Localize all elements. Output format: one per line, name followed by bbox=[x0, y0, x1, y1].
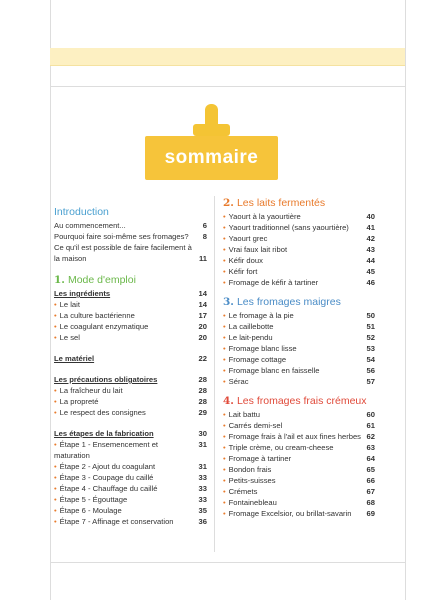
toc-entry[interactable]: Ce qu'il est possible de faire facilement à la maison 11 bbox=[54, 243, 207, 263]
toc-entry[interactable]: • La culture bactérienne 17 bbox=[54, 310, 207, 321]
toc-entry[interactable]: • Le sel 20 bbox=[54, 332, 207, 343]
toc-entry[interactable]: • Le coagulant enzymatique 20 bbox=[54, 321, 207, 332]
toc-entry[interactable]: • Lait battu 60 bbox=[223, 409, 375, 420]
toc-entry[interactable]: • Étape 4 - Chauffage du caillé 33 bbox=[54, 483, 207, 494]
intro-heading: Introduction bbox=[54, 206, 109, 218]
clip-base-icon bbox=[193, 124, 230, 136]
toc-entry[interactable]: • Fromage Excelsior, ou brillat-savarin 69 bbox=[223, 508, 375, 519]
toc-entry[interactable]: • Carrés demi-sel 61 bbox=[223, 420, 375, 431]
toc-entry[interactable]: • Fromage cottage 54 bbox=[223, 354, 375, 365]
section-2-heading: 2. Les laits fermentés bbox=[223, 197, 326, 209]
toc-entry[interactable]: • Étape 5 - Égouttage 33 bbox=[54, 494, 207, 505]
toc-entry[interactable]: • Étape 1 - Ensemencement et maturation 31 bbox=[54, 439, 207, 461]
toc-entry[interactable]: • Fromage de kéfir à tartiner 46 bbox=[223, 277, 375, 288]
toc-entry[interactable]: • Triple crème, ou cream-cheese 63 bbox=[223, 442, 375, 453]
toc-entry[interactable]: • Petits-suisses 66 bbox=[223, 475, 375, 486]
toc-subsection[interactable]: Le matériel 22 bbox=[54, 354, 207, 363]
toc-right-column bbox=[223, 197, 375, 519]
toc-entry[interactable]: • Étape 7 - Affinage et conservation 36 bbox=[54, 516, 207, 527]
header-band-edge bbox=[50, 65, 405, 66]
toc-entry[interactable]: • Kéfir doux 44 bbox=[223, 255, 375, 266]
page-title: sommaire bbox=[164, 147, 259, 168]
toc-entry[interactable]: • Vrai faux lait ribot 43 bbox=[223, 244, 375, 255]
top-divider bbox=[50, 86, 405, 87]
toc-entry[interactable]: • Fromage à tartiner 64 bbox=[223, 453, 375, 464]
section-1-heading: 1. Mode d'emploi bbox=[54, 274, 136, 286]
toc-entry[interactable]: • Fontainebleau 68 bbox=[223, 497, 375, 508]
toc-entry[interactable]: • Le fromage à la pie 50 bbox=[223, 310, 375, 321]
page-margin-left bbox=[50, 0, 51, 600]
toc-entry[interactable]: Pourquoi faire soi-même ses fromages? 8 bbox=[54, 232, 207, 241]
page-margin-right bbox=[405, 0, 406, 600]
toc-entry[interactable]: • Le lait 14 bbox=[54, 299, 207, 310]
toc-entry[interactable]: • La fraîcheur du lait 28 bbox=[54, 385, 207, 396]
toc-subsection[interactable]: Les ingrédients 14 bbox=[54, 289, 207, 298]
toc-entry[interactable]: • Étape 2 - Ajout du coagulant 31 bbox=[54, 461, 207, 472]
toc-entry[interactable]: • La propreté 28 bbox=[54, 396, 207, 407]
toc-entry[interactable]: Au commencement... 6 bbox=[54, 221, 207, 230]
toc-entry[interactable]: • Yaourt grec 42 bbox=[223, 233, 375, 244]
toc-entry[interactable]: • Fromage blanc lisse 53 bbox=[223, 343, 375, 354]
toc-entry[interactable]: • Sérac 57 bbox=[223, 376, 375, 387]
toc-entry[interactable]: • Yaourt traditionnel (sans yaourtière) 41 bbox=[223, 222, 375, 233]
column-divider bbox=[214, 196, 215, 552]
toc-left-column bbox=[54, 206, 207, 527]
section-3-heading: 3. Les fromages maigres bbox=[223, 296, 341, 308]
toc-entry[interactable]: • La caillebotte 51 bbox=[223, 321, 375, 332]
header-band bbox=[50, 48, 405, 65]
toc-entry[interactable]: • Crémets 67 bbox=[223, 486, 375, 497]
toc-subsection[interactable]: Les précautions obligatoires 28 bbox=[54, 375, 207, 384]
toc-entry[interactable]: • Fromage frais à l'ail et aux fines herbes 62 bbox=[223, 431, 375, 442]
toc-entry[interactable]: • Étape 3 - Coupage du caillé 33 bbox=[54, 472, 207, 483]
section-4-heading: 4. Les fromages frais crémeux bbox=[223, 395, 367, 407]
toc-entry[interactable]: • Bondon frais 65 bbox=[223, 464, 375, 475]
toc-entry[interactable]: • Le lait-pendu 52 bbox=[223, 332, 375, 343]
toc-entry[interactable]: • Yaourt à la yaourtière 40 bbox=[223, 211, 375, 222]
toc-entry[interactable]: • Fromage blanc en faisselle 56 bbox=[223, 365, 375, 376]
toc-subsection[interactable]: Les étapes de la fabrication 30 bbox=[54, 429, 207, 438]
toc-entry[interactable]: • Étape 6 - Moulage 35 bbox=[54, 505, 207, 516]
toc-entry[interactable]: • Le respect des consignes 29 bbox=[54, 407, 207, 418]
bottom-divider bbox=[50, 562, 405, 563]
toc-entry[interactable]: • Kéfir fort 45 bbox=[223, 266, 375, 277]
